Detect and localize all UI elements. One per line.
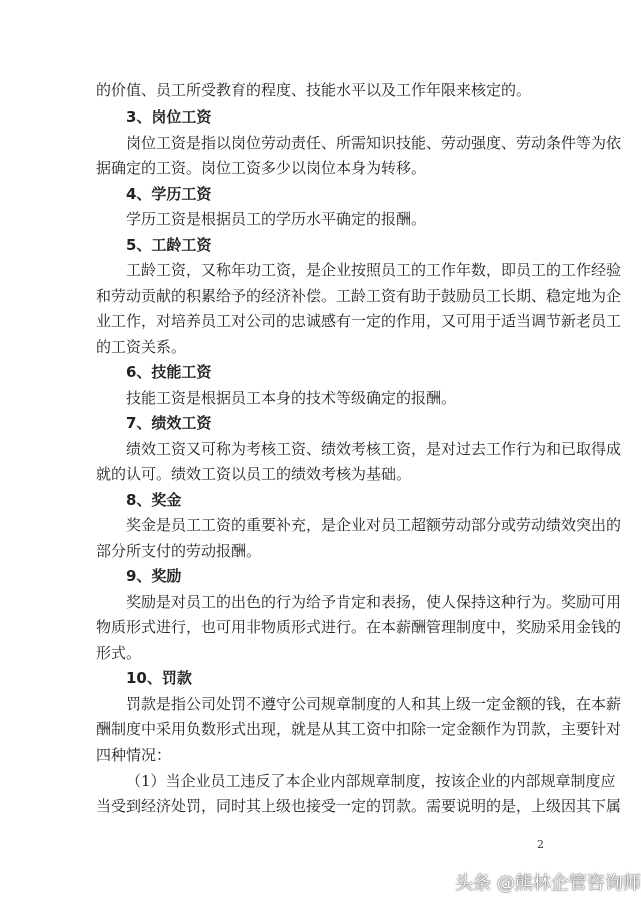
section-heading-penalty: 10、罚款 [126, 669, 192, 687]
section-heading-post-wage: 3、岗位工资 [126, 108, 212, 126]
section-heading-performance-wage: 7、绩效工资 [126, 414, 212, 432]
text-line: 就的认可。绩效工资以员工的绩效考核为基础。 [96, 465, 412, 483]
section-heading-education-wage: 4、学历工资 [126, 185, 212, 203]
text-line: 奖励是对员工的出色的行为给予肯定和表扬，使人保持这种行为。奖励可用 [126, 593, 622, 611]
text-line: 部分所支付的劳动报酬。 [96, 542, 262, 560]
text-line: 学历工资是根据员工的学历水平确定的报酬。 [126, 210, 427, 228]
text-line: 形式。 [96, 644, 142, 662]
section-heading-seniority-wage: 5、工龄工资 [126, 236, 212, 254]
text-line: 技能工资是根据员工本身的技术等级确定的报酬。 [126, 389, 457, 407]
text-line: 当受到经济处罚，同时其上级也接受一定的罚款。需要说明的是，上级因其下属 [96, 797, 622, 815]
text-line: 物质形式进行，也可用非物质形式进行。在本薪酬管理制度中，奖励采用金钱的 [96, 618, 622, 636]
text-line: 罚款是指公司处罚不遵守公司规章制度的人和其上级一定金额的钱，在本薪 [126, 695, 622, 713]
watermark-text: 头条 @熊林企管咨询师 [455, 873, 641, 894]
text-line: 业工作，对培养员工对公司的忠诚感有一定的作用，又可用于适当调节新老员工 [96, 312, 622, 330]
text-line: 酬制度中采用负数形式出现，就是从其工资中扣除一定金额作为罚款，主要针对 [96, 720, 622, 738]
text-line: 的工资关系。 [96, 338, 187, 356]
section-heading-reward: 9、奖励 [126, 567, 182, 585]
section-heading-skill-wage: 6、技能工资 [126, 363, 212, 381]
text-line: （1）当企业员工违反了本企业内部规章制度，按该企业的内部规章制度应 [126, 772, 616, 790]
text-line: 绩效工资又可称为考核工资、绩效考核工资，是对过去工作行为和已取得成 [126, 440, 622, 458]
text-line: 奖金是员工工资的重要补充，是企业对员工超额劳动部分或劳动绩效突出的 [126, 516, 622, 534]
section-heading-bonus: 8、奖金 [126, 491, 182, 509]
text-line: 工龄工资，又称年功工资，是企业按照员工的工作年数，即员工的工作经验 [126, 261, 622, 279]
text-line: 和劳动贡献的积累给予的经济补偿。工龄工资有助于鼓励员工长期、稳定地为企 [96, 287, 622, 305]
text-line: 岗位工资是指以岗位劳动责任、所需知识技能、劳动强度、劳动条件等为依 [126, 134, 622, 152]
text-line: 的价值、员工所受教育的程度、技能水平以及工作年限来核定的。 [96, 81, 532, 99]
text-line: 四种情况： [96, 746, 172, 764]
text-line: 据确定的工资。岗位工资多少以岗位本身为转移。 [96, 159, 427, 177]
page-number: 2 [537, 838, 544, 851]
